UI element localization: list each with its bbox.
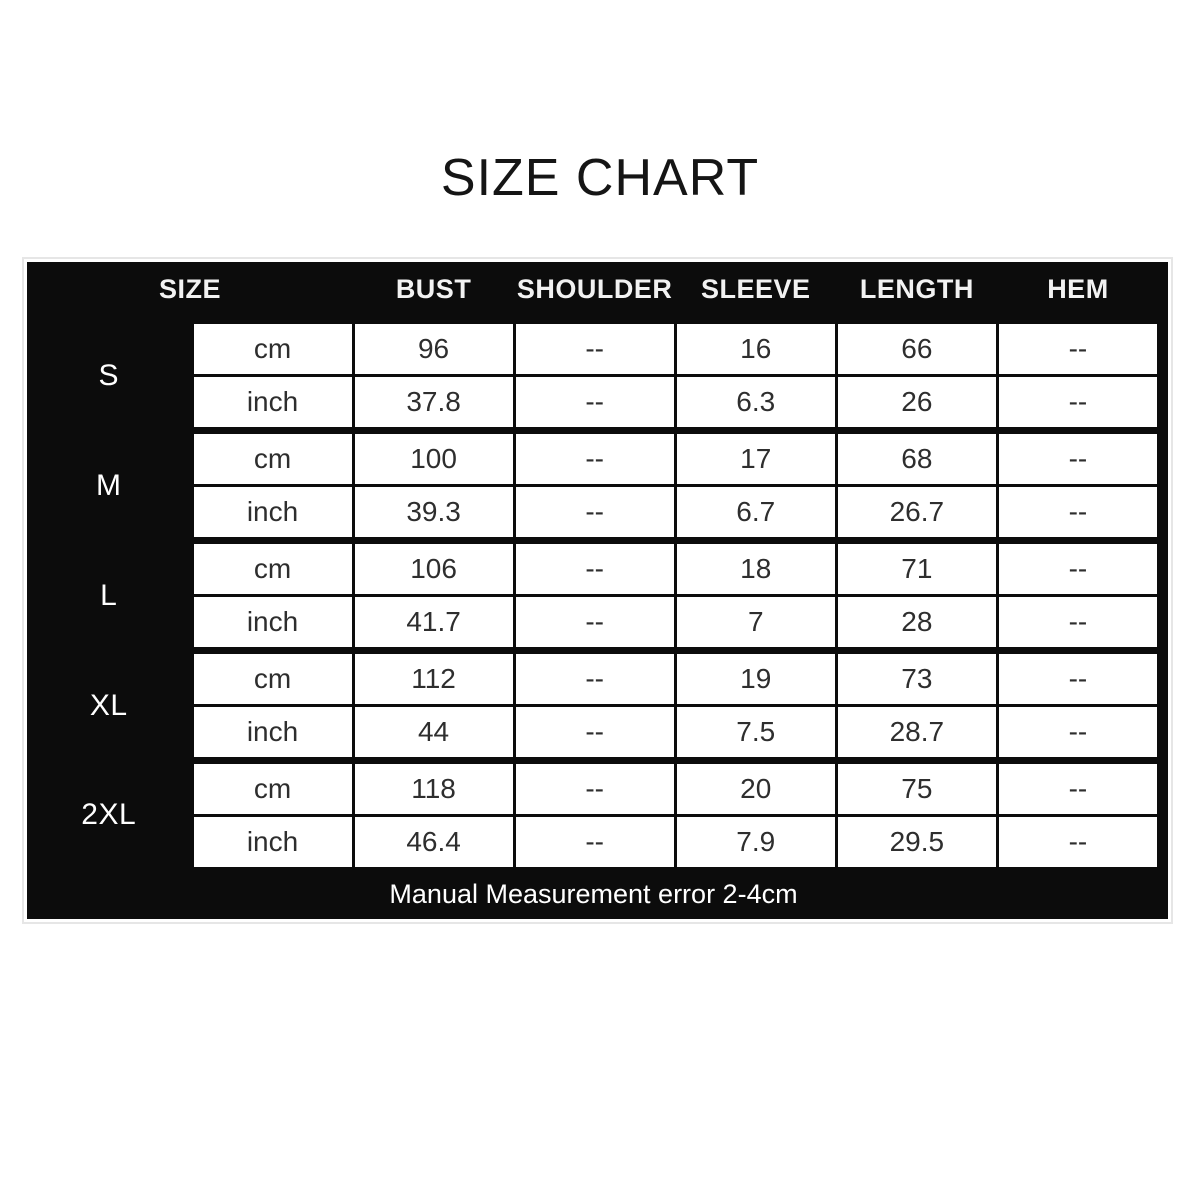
unit-cell: cm	[192, 541, 353, 596]
value-cell: 7.5	[675, 706, 836, 761]
value-cell: 7	[675, 596, 836, 651]
column-header-shoulder: SHOULDER	[514, 262, 675, 321]
value-cell: 28	[836, 596, 997, 651]
value-cell: 106	[353, 541, 514, 596]
value-cell: --	[997, 541, 1158, 596]
table-row-xl-cm	[27, 651, 1159, 706]
value-cell: 71	[836, 541, 997, 596]
value-cell: 18	[675, 541, 836, 596]
value-cell: --	[514, 651, 675, 706]
value-cell: 26	[836, 376, 997, 431]
unit-cell: inch	[192, 486, 353, 541]
value-cell: 19	[675, 651, 836, 706]
value-cell: --	[997, 321, 1158, 376]
header-row	[27, 262, 1159, 321]
size-label-m: M	[27, 431, 192, 541]
value-cell: 7.9	[675, 816, 836, 869]
table-row-2xl-inch	[27, 816, 1159, 869]
value-cell: 73	[836, 651, 997, 706]
value-cell: 46.4	[353, 816, 514, 869]
value-cell: 6.3	[675, 376, 836, 431]
value-cell: --	[997, 596, 1158, 651]
value-cell: 75	[836, 761, 997, 816]
unit-cell: cm	[192, 321, 353, 376]
value-cell: --	[514, 541, 675, 596]
page-title: SIZE CHART	[440, 149, 760, 207]
size-label-xl: XL	[27, 651, 192, 761]
value-cell: --	[514, 816, 675, 869]
value-cell: --	[514, 761, 675, 816]
unit-cell: cm	[192, 651, 353, 706]
size-chart-table-container	[27, 262, 1168, 919]
table-row-l-cm	[27, 541, 1159, 596]
column-header-sleeve: SLEEVE	[675, 262, 836, 321]
value-cell: 68	[836, 431, 997, 486]
table-row-m-inch	[27, 486, 1159, 541]
value-cell: --	[514, 321, 675, 376]
unit-cell: cm	[192, 431, 353, 486]
value-cell: --	[514, 376, 675, 431]
value-cell: 37.8	[353, 376, 514, 431]
value-cell: --	[997, 761, 1158, 816]
column-header-bust: BUST	[353, 262, 514, 321]
value-cell: 96	[353, 321, 514, 376]
size-chart-table	[27, 262, 1160, 870]
value-cell: --	[514, 596, 675, 651]
value-cell: --	[997, 486, 1158, 541]
size-label-l: L	[27, 541, 192, 651]
value-cell: 41.7	[353, 596, 514, 651]
value-cell: 118	[353, 761, 514, 816]
value-cell: --	[514, 486, 675, 541]
size-label-s: S	[27, 321, 192, 431]
table-row-s-inch	[27, 376, 1159, 431]
table-row-l-inch	[27, 596, 1159, 651]
column-header-hem: HEM	[997, 262, 1158, 321]
unit-cell: inch	[192, 706, 353, 761]
unit-cell: inch	[192, 376, 353, 431]
size-label-2xl: 2XL	[27, 761, 192, 869]
value-cell: 17	[675, 431, 836, 486]
table-row-m-cm	[27, 431, 1159, 486]
value-cell: 20	[675, 761, 836, 816]
value-cell: 44	[353, 706, 514, 761]
value-cell: --	[997, 431, 1158, 486]
value-cell: --	[997, 816, 1158, 869]
value-cell: 100	[353, 431, 514, 486]
unit-cell: inch	[192, 816, 353, 869]
value-cell: 39.3	[353, 486, 514, 541]
table-row-s-cm	[27, 321, 1159, 376]
value-cell: --	[997, 376, 1158, 431]
value-cell: 26.7	[836, 486, 997, 541]
value-cell: --	[514, 431, 675, 486]
value-cell: 6.7	[675, 486, 836, 541]
value-cell: --	[997, 706, 1158, 761]
table-row-2xl-cm	[27, 761, 1159, 816]
value-cell: --	[514, 706, 675, 761]
value-cell: --	[997, 651, 1158, 706]
value-cell: 16	[675, 321, 836, 376]
column-header-length: LENGTH	[836, 262, 997, 321]
measurement-note: Manual Measurement error 2-4cm	[27, 870, 1160, 919]
table-row-xl-inch	[27, 706, 1159, 761]
value-cell: 28.7	[836, 706, 997, 761]
value-cell: 112	[353, 651, 514, 706]
value-cell: 66	[836, 321, 997, 376]
value-cell: 29.5	[836, 816, 997, 869]
unit-cell: cm	[192, 761, 353, 816]
unit-cell: inch	[192, 596, 353, 651]
column-header-size: SIZE	[27, 262, 353, 321]
